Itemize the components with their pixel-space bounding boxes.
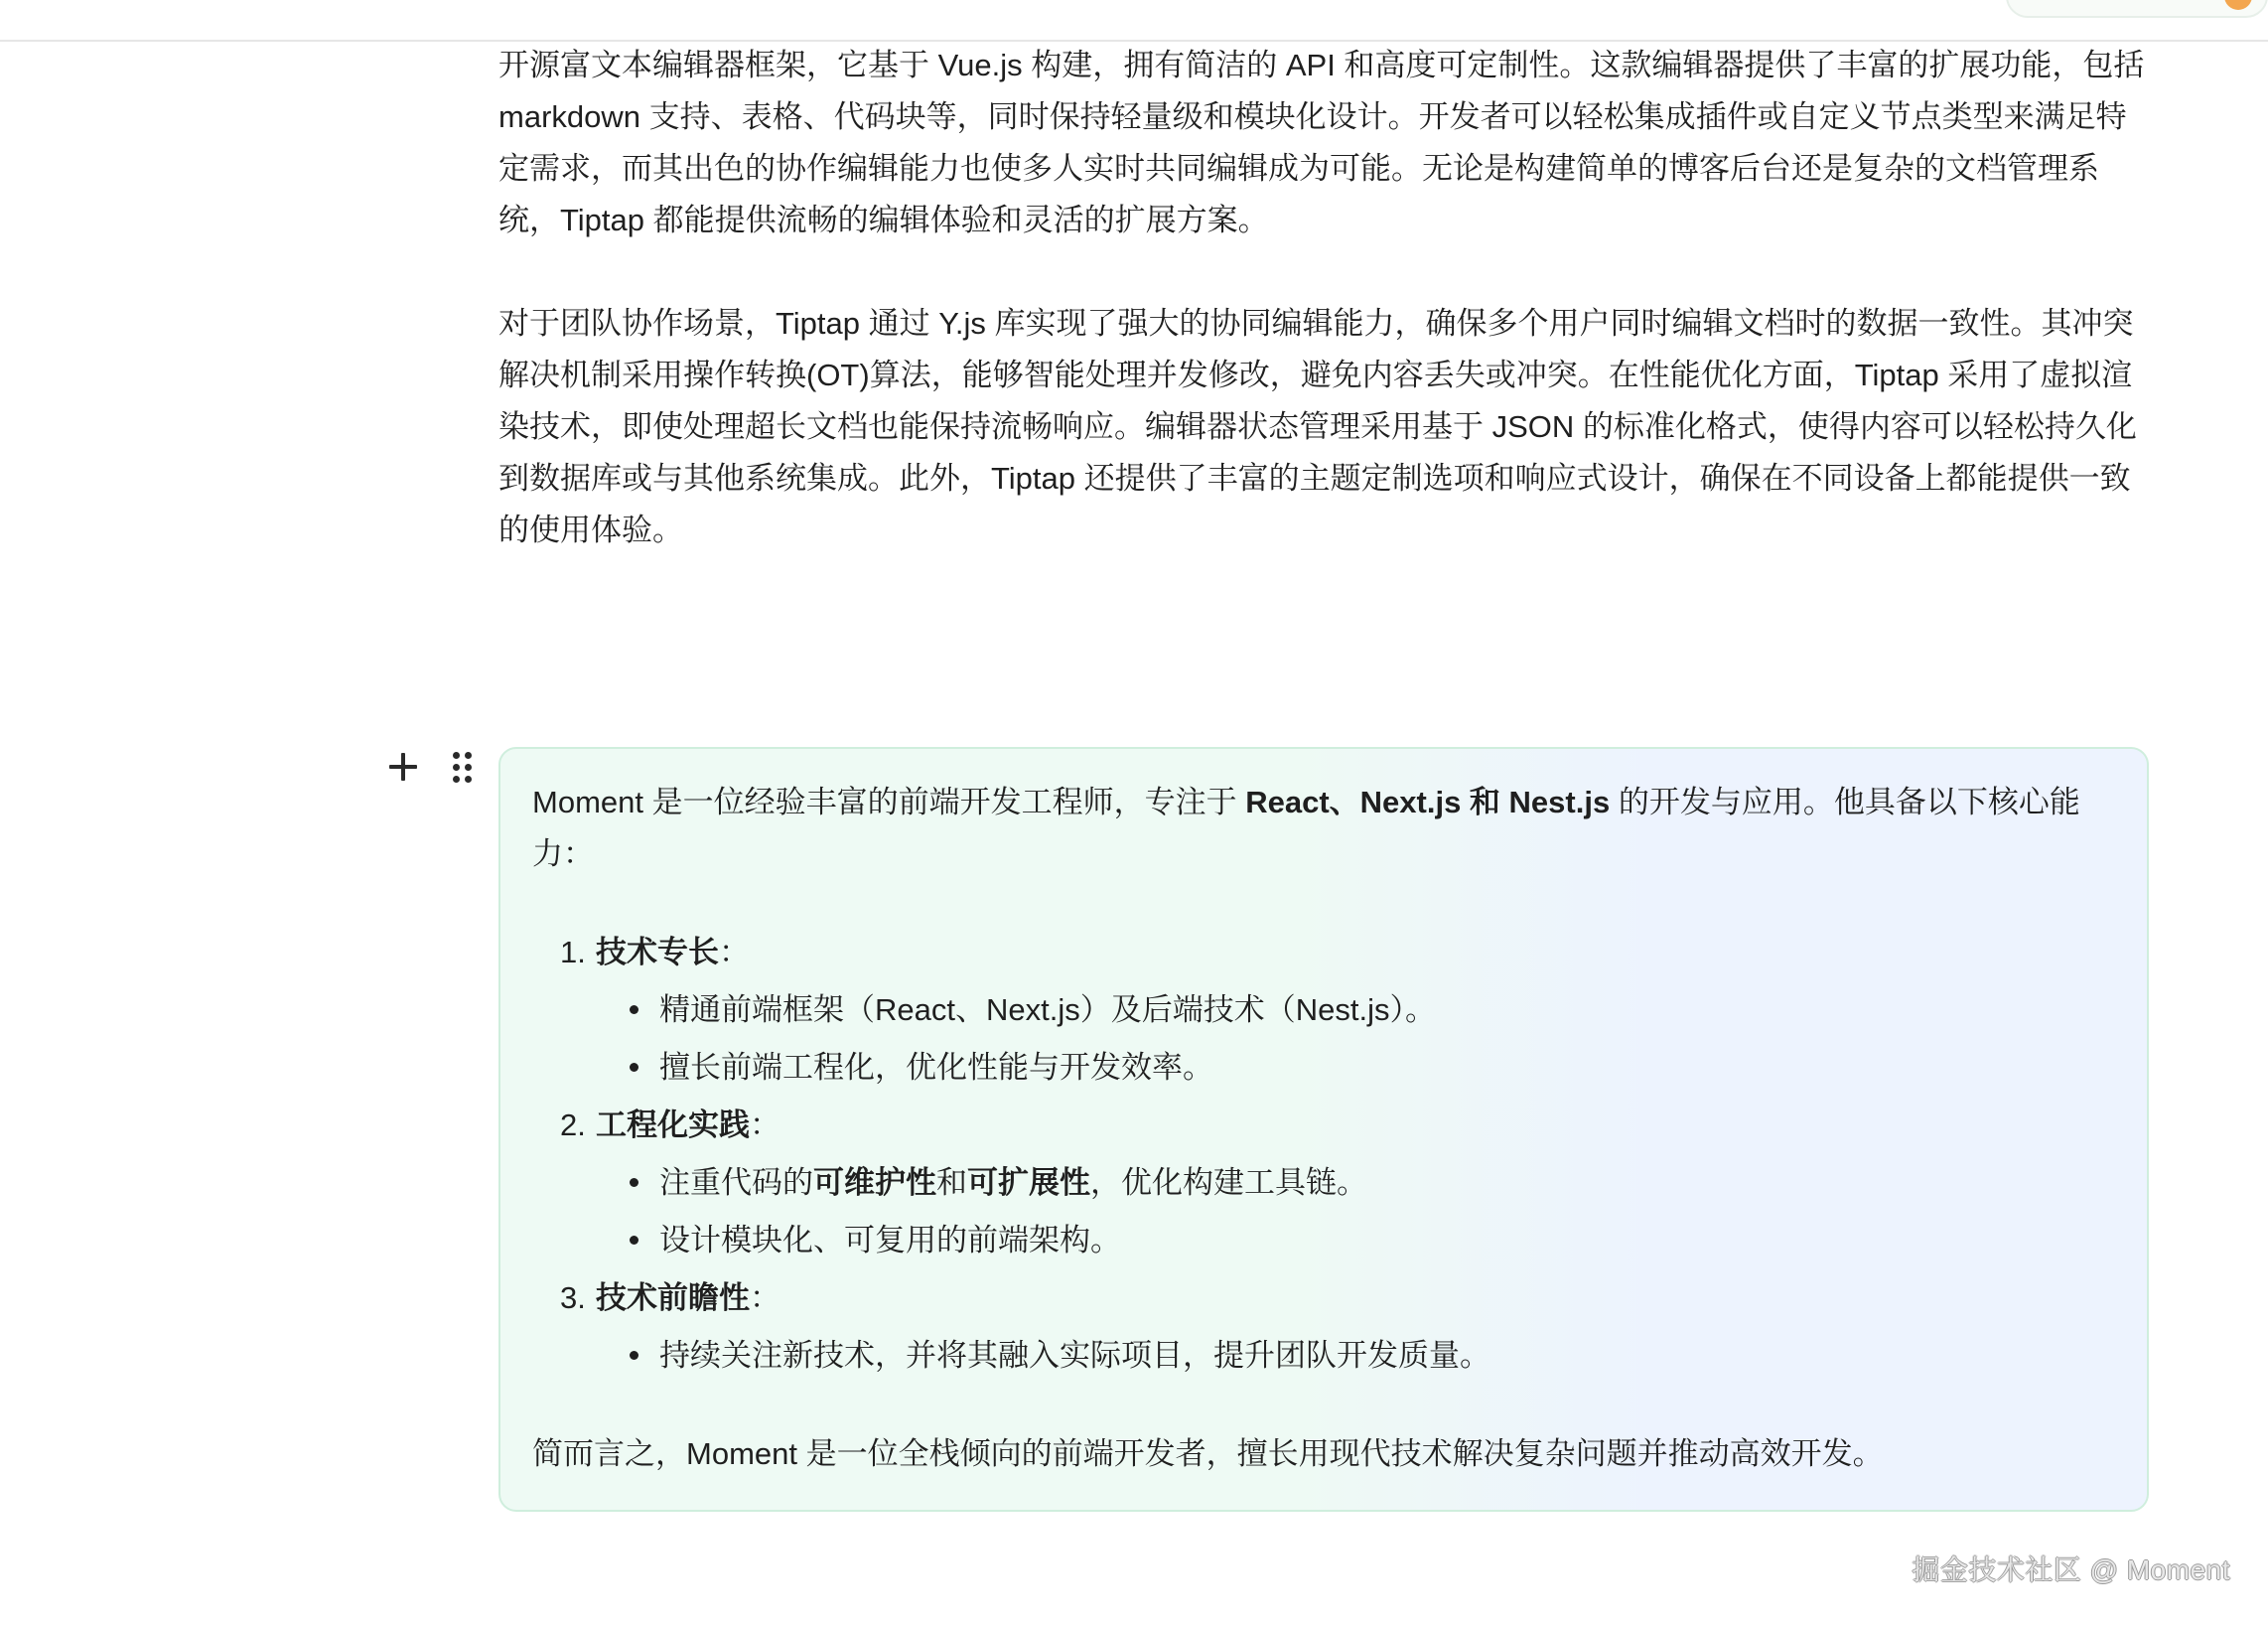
item-text-middle: 和 (936, 1165, 967, 1200)
section-colon: ： (719, 935, 750, 969)
item-text-before: 注重代码的 (659, 1165, 813, 1200)
section-title: 工程化实践 (596, 1108, 750, 1142)
section-colon: ： (750, 1280, 780, 1315)
foresight-items (596, 1327, 2111, 1385)
block-controls[interactable] (375, 743, 485, 803)
list-item: 持续关注新技术，并将其融入实际项目，提升团队开发质量。 (596, 1327, 2111, 1385)
paragraph-collaboration[interactable]: 对于团队协作场景，Tiptap 通过 Y.js 库实现了强大的协同编辑能力，确保多个用户同时编辑文档时的数据一致性。其冲突解决机制采用操作转换(OT)算法，能够智能处理并发修改，避免内容丢失或冲突。在性能优化方面，Tiptap 采用了虚拟渲染技术，即使处理超长文档也能保持流畅响应。编辑器状态管理采用基于 JSON 的标准化格式，使得内容可以轻松持久化到数据库或与其他系统集成。此外，Tiptap 还提供了丰富的主题定制选项和响应式设计，确保在不同设备上都能提供一致的使用体验。 (498, 306, 2137, 547)
list-number: 1. (560, 935, 586, 969)
list-item (596, 1154, 2111, 1212)
callout-intro-before: Moment 是一位经验丰富的前端开发工程师，专注于 (532, 785, 1246, 819)
watermark: 掘金技术社区 @ Moment (1912, 1554, 2230, 1585)
skill-section-foresight (532, 1269, 2111, 1385)
section-title: 技术专长 (596, 935, 719, 969)
list-number: 3. (560, 1280, 586, 1315)
list-number: 2. (560, 1108, 586, 1142)
core-skills-list (532, 924, 2111, 1385)
bold-extensibility: 可扩展性 (967, 1165, 1090, 1200)
engineering-items (596, 1154, 2111, 1269)
list-item: 精通前端框架（React、Next.js）及后端技术（Nest.js）。 (596, 981, 2111, 1039)
item-text-after: ，优化构建工具链。 (1090, 1165, 1367, 1200)
list-item: 设计模块化、可复用的前端架构。 (596, 1212, 2111, 1269)
callout-summary: 简而言之，Moment 是一位全栈倾向的前端开发者，擅长用现代技术解决复杂问题并推动高效开发。 (532, 1436, 1884, 1471)
bold-maintainability: 可维护性 (813, 1165, 936, 1200)
paragraph-tiptap-intro[interactable]: 开源富文本编辑器框架，它基于 Vue.js 构建，拥有简洁的 API 和高度可定制性。这款编辑器提供了丰富的扩展功能，包括 markdown 支持、表格、代码块等，同时保持轻量级和模块化设计。开发者可以轻松集成插件或自定义节点类型来满足特定需求，而其出色的协作编辑能力也使多人实时共同编辑成为可能。无论是构建简单的博客后台还是复杂的文档管理系统，Tiptap 都能提供流畅的编辑体验和灵活的扩展方案。 (498, 48, 2145, 237)
tech-expertise-items (596, 981, 2111, 1097)
callout-intro (532, 777, 2111, 880)
skill-section-tech-expertise (532, 924, 2111, 1097)
callout-intro-after: 的开发与应用。他具备以下核心能力： (532, 785, 2080, 871)
drag-handle-icon[interactable] (451, 749, 477, 785)
list-item: 擅长前端工程化，优化性能与开发效率。 (596, 1039, 2111, 1097)
skill-section-engineering (532, 1097, 2111, 1269)
callout-intro-bold-tech: React、Next.js 和 Nest.js (1245, 785, 1611, 819)
section-colon: ： (750, 1108, 780, 1142)
editor-content[interactable] (498, 40, 2153, 556)
callout-content[interactable] (532, 777, 2111, 1480)
callout-block[interactable] (498, 747, 2149, 1512)
top-toolbar-edge (0, 0, 2268, 42)
plus-icon[interactable] (383, 747, 423, 787)
section-title: 技术前瞻性 (596, 1280, 750, 1315)
